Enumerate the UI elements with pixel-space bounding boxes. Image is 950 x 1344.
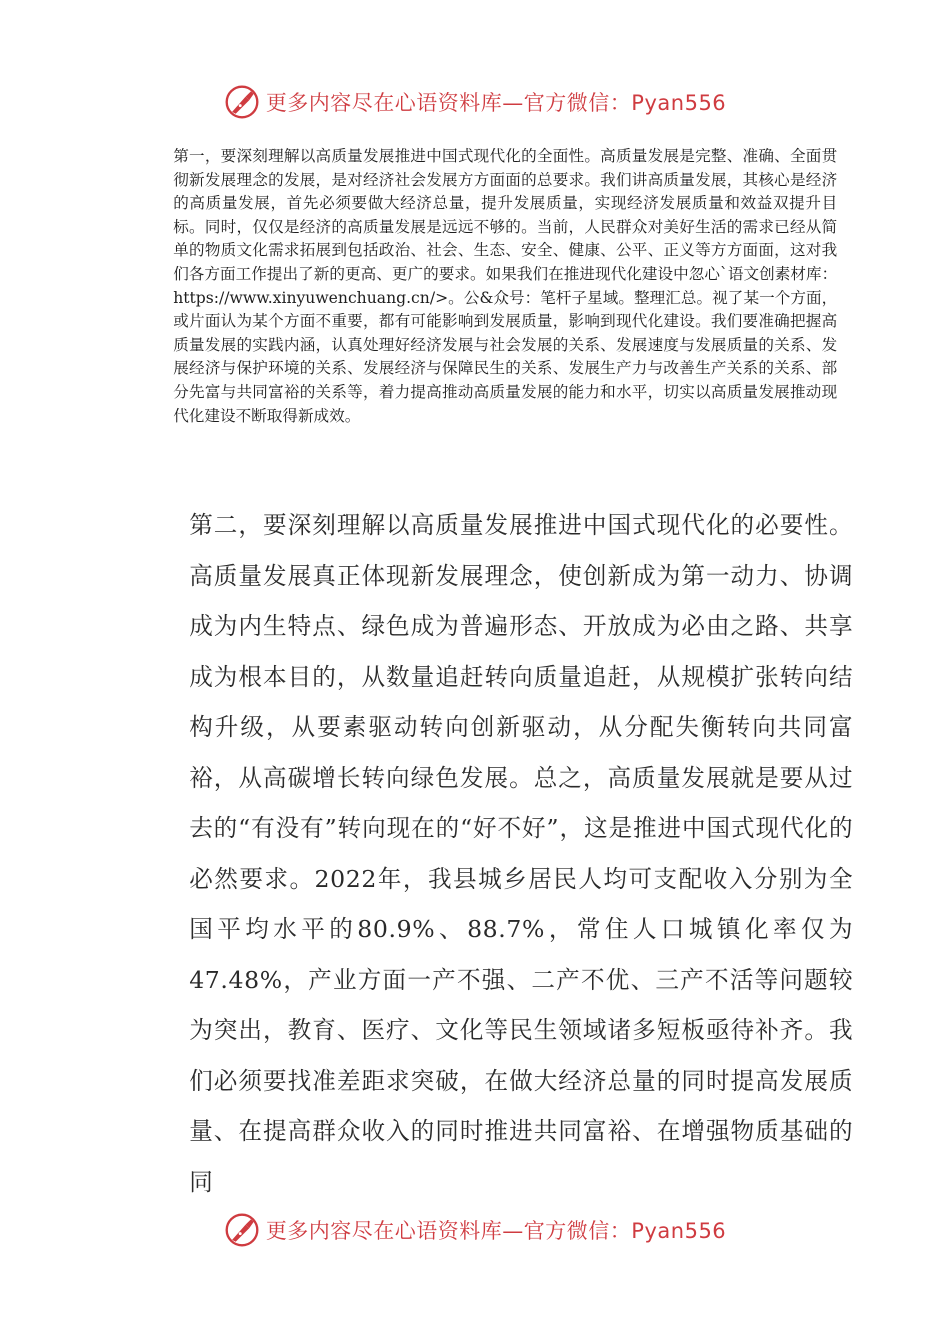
pen-nib-logo-icon xyxy=(224,1212,260,1248)
banner-text: 更多内容尽在心语资料库—官方微信：Pyan556 xyxy=(265,91,727,115)
paragraph-first: 第一，要深刻理解以高质量发展推进中国式现代化的全面性。高质量发展是完整、准确、全面贯彻新发展理念的发展，是对经济社会发展方方面面的总要求。我们讲高质量发展，其核心是经济的高质量发展，首先必须要做大经济总量，提升发展质量，实现经济发展质量和效益双提升目标。同时，仅仅是经济的高质量发展是远远不够的。当前，人民群众对美好生活的需求已经从简单的物质文化需求拓展到包括政治、社会、生态、安全、健康、公平、正义等方方面面，这对我们各方面工作提出了新的更高、更广的要求。如果我们在推进现代化建设中忽心`语文创素材库：https://www.xinyuwenchuang.cn/>。公&众号：笔杆子星域。整理汇总。视了某一个方面，或片面认为某个方面不重要，都有可能影响到发展质量，影响到现代化建设。我们要准确把握高质量发展的实践内涵，认真处理好经济发展与社会发展的关系、发展速度与发展质量的关系、发展经济与保护环境的关系、发展经济与保障民生的关系、发展生产力与改善生产关系的关系、部分先富与共同富裕的关系等，着力提高推动高质量发展的能力和水平，切实以高质量发展推动现代化建设不断取得新成效。 xyxy=(173,147,838,425)
pen-nib-logo-icon xyxy=(224,84,260,120)
paragraph-second: 第二，要深刻理解以高质量发展推进中国式现代化的必要性。高质量发展真正体现新发展理念，使创新成为第一动力、协调成为内生特点、绿色成为普遍形态、开放成为必由之路、共享成为根本目的，从数量追赶转向质量追赶，从规模扩张转向结构升级，从要素驱动转向创新驱动，从分配失衡转向共同富裕，从高碳增长转向绿色发展。总之，高质量发展就是要从过去的“有没有”转向现在的“好不好”，这是推进中国式现代化的必然要求。2022年，我县城乡居民人均可支配收入分别为全国平均水平的80.9%、88.7%，常住人口城镇化率仅为47.48%，产业方面一产不强、二产不优、三产不活等问题较为突出，教育、医疗、文化等民生领域诸多短板亟待补齐。我们必须要找准差距求突破，在做大经济总量的同时提高发展质量、在提高群众收入的同时推进共同富裕、在增强物质基础的同 xyxy=(189,511,854,1196)
header-banner xyxy=(0,80,950,124)
banner-text: 更多内容尽在心语资料库—官方微信：Pyan556 xyxy=(265,1219,727,1243)
footer-banner xyxy=(0,1208,950,1252)
